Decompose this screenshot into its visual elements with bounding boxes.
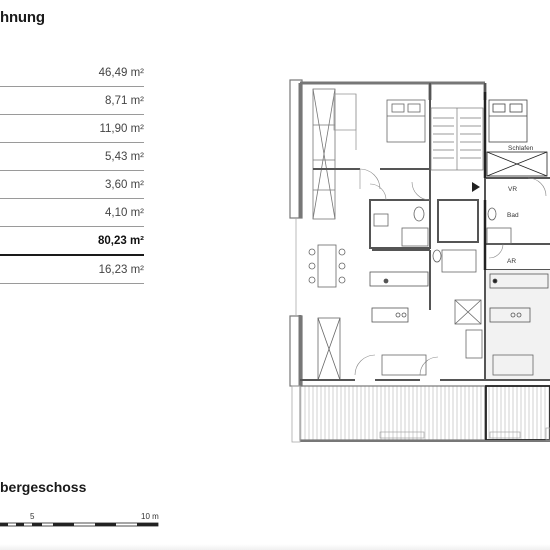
area-row	[0, 143, 144, 171]
scale-graphic	[0, 512, 160, 536]
area-row	[0, 256, 144, 284]
area-value: 5,43 m²	[105, 150, 144, 163]
scale-end-label: 10 m	[141, 512, 159, 521]
scale-bar	[0, 512, 160, 536]
area-value: 3,60 m²	[105, 178, 144, 191]
room-label-schlafen: Schlafen	[508, 145, 534, 152]
floor-plan	[280, 78, 550, 444]
room-label-ar: AR	[507, 258, 517, 265]
area-row	[0, 59, 144, 87]
area-value: 16,23 m²	[98, 263, 144, 276]
balcony	[292, 386, 550, 442]
bathroom-fixtures	[374, 207, 511, 272]
area-row	[0, 171, 144, 199]
area-row	[0, 115, 144, 143]
room-label-bad: Bad	[507, 212, 519, 219]
area-value: 46,49 m²	[98, 66, 144, 79]
wardrobe-right	[334, 94, 356, 150]
bed-left	[387, 100, 425, 142]
floor-label: bergeschoss	[0, 479, 87, 495]
area-total-value: 80,23 m²	[97, 234, 144, 247]
room-label-vr: VR	[508, 186, 518, 193]
scale-mid-label: 5	[30, 512, 35, 521]
wardrobe	[313, 89, 335, 219]
area-value: 11,90 m²	[99, 122, 144, 135]
bedroom-wardrobe	[487, 152, 547, 176]
entry-arrow-icon	[472, 182, 480, 192]
area-value: 8,71 m²	[105, 94, 144, 107]
area-row	[0, 199, 144, 227]
area-value: 4,10 m²	[105, 206, 144, 219]
dining-table	[309, 245, 345, 287]
apartment-title: hnung	[0, 9, 45, 26]
bed-right	[489, 100, 527, 142]
area-total-row	[0, 227, 144, 256]
staircase	[431, 108, 483, 170]
page-footer-shadow	[0, 544, 550, 550]
neighbour-shading	[486, 270, 550, 380]
area-table	[0, 59, 144, 284]
area-row	[0, 87, 144, 115]
